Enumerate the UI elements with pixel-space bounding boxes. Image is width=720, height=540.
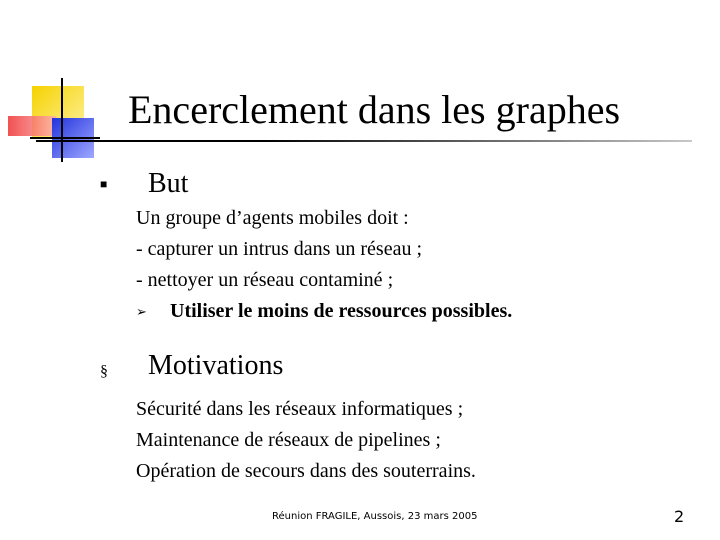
body-line: Maintenance de réseaux de pipelines ; (136, 429, 441, 451)
red-bar (8, 116, 56, 136)
section-body-motivations (136, 394, 476, 487)
square-bullet-icon: ■ (100, 177, 108, 191)
title-underline (36, 140, 692, 142)
slide-title: Encerclement dans les graphes (128, 87, 621, 132)
section-heading-motivations: Motivations (148, 350, 284, 381)
footer-text: Réunion FRAGILE, Aussois, 23 mars 2005 (272, 511, 478, 522)
body-line: - capturer un intrus dans un réseau ; (136, 238, 423, 260)
section-bullet-icon: § (100, 363, 108, 380)
corner-decoration-graphic (0, 0, 110, 170)
body-line: - nettoyer un réseau contaminé ; (136, 269, 394, 291)
section-heading-but: But (148, 168, 189, 199)
page-number: 2 (674, 507, 685, 526)
body-line: Un groupe d’agents mobiles doit : (136, 207, 409, 229)
emphasis-line (136, 296, 512, 328)
body-line: Sécurité dans les réseaux informatiques ; (136, 398, 464, 420)
section-body-but (136, 203, 512, 328)
body-line: Opération de secours dans des souterrains. (136, 460, 476, 482)
arrow-bullet-icon: ➢ (136, 304, 147, 320)
emphasis-text: Utiliser le moins de ressources possibles. (170, 300, 513, 322)
